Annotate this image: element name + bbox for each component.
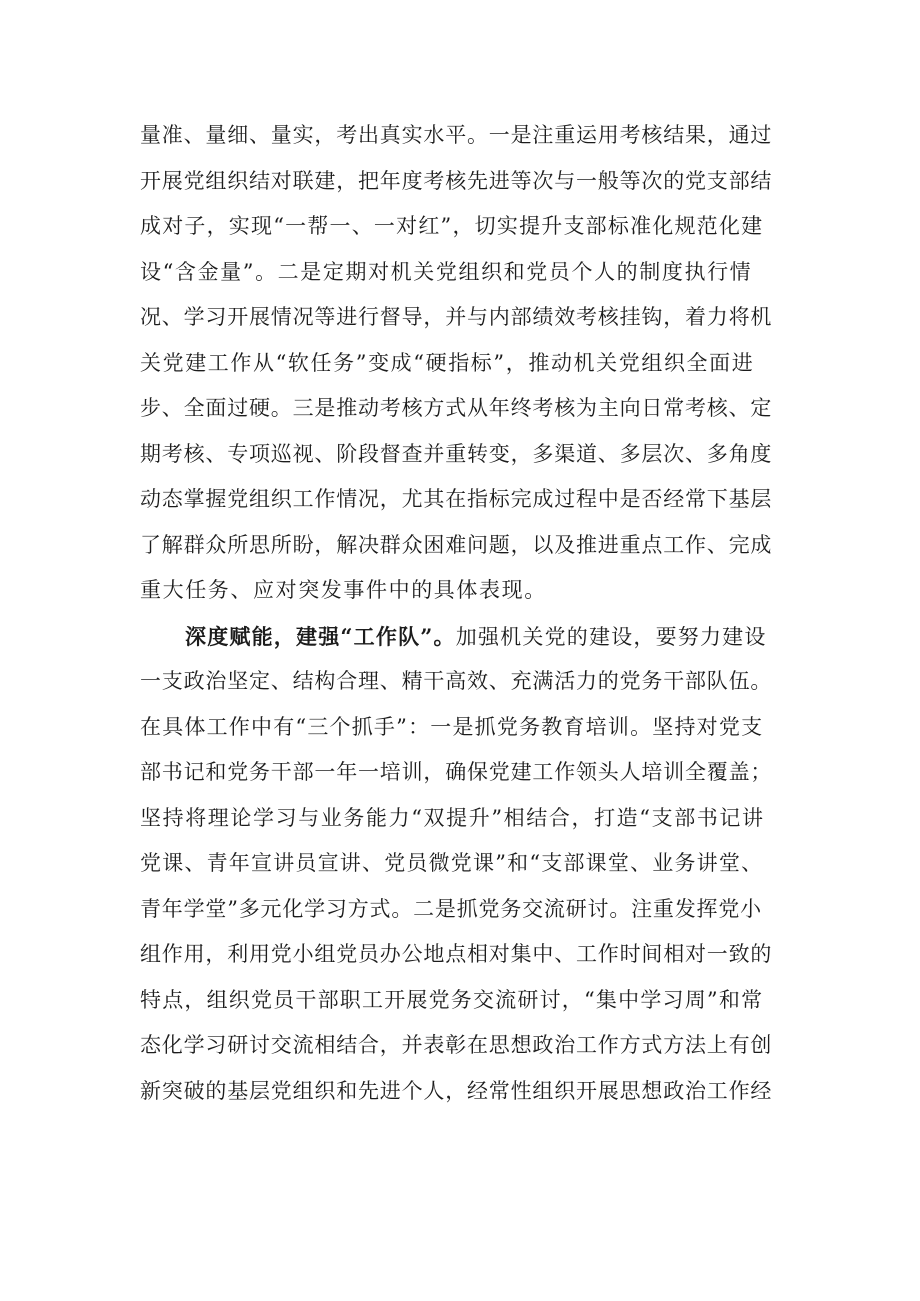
text-line: 设“含金量”。二是定期对机关党组织和党员个人的制度执行情 [140,259,753,284]
section-heading: 深度赋能，建强“工作队”。 [185,623,456,649]
section-first-line-text: 加强机关党的建设，要努力建设 [455,624,767,649]
text-line: 况、学习开展情况等进行督导，并与内部绩效考核挂钩，着力将机 [140,305,773,329]
text-line: 重大任务、应对突发事件中的具体表现。 [140,578,547,602]
text-line: 步、全面过硬。三是推动考核方式从年终考核为主向日常考核、定 [140,396,773,420]
text-line: 开展党组织结对联建，把年度考核先进等次与一般等次的党支部结 [140,168,773,193]
text-line: 关党建工作从“软任务”变成“硬指标”，推动机关党组织全面进 [140,350,755,375]
text-line: 成对子，实现“一帮一、一对红”，切实提升支部标准化规范化建 [140,214,764,238]
text-line: 新突破的基层党组织和先进个人，经常性组织开展思想政治工作经 [140,1078,773,1103]
section-first-line [140,614,772,660]
text-line: 在具体工作中有“三个抓手”：一是抓党务教育培训。坚持对党支 [140,714,764,739]
text-line: 部书记和党务干部一年一培训，确保党建工作领头人培训全覆盖； [140,760,773,784]
text-line: 一支政治坚定、结构合理、精干高效、充满活力的党务干部队伍。 [140,669,773,693]
text-line: 量准、量细、量实，考出真实水平。一是注重运用考核结果，通过 [140,123,773,147]
text-line: 坚持将理论学习与业务能力“双提升”相结合，打造“支部书记讲 [140,805,765,830]
document-body [140,113,772,1114]
text-line: 动态掌握党组织工作情况，尤其在指标完成过程中是否经常下基层 [140,487,773,511]
text-line: 了解群众所思所盼，解决群众困难问题，以及推进重点工作、完成 [140,532,773,557]
text-line: 党课、青年宣讲员宣讲、党员微党课”和“支部课堂、业务讲堂、 [140,851,764,875]
text-line: 特点，组织党员干部职工开展党务交流研讨，“集中学习周”和常 [140,987,764,1012]
text-line: 青年学堂”多元化学习方式。二是抓党务交流研讨。注重发挥党小 [140,896,762,921]
text-line: 组作用，利用党小组党员办公地点相对集中、工作时间相对一致的 [140,942,773,966]
text-line: 期考核、专项巡视、阶段督查并重转变，多渠道、多层次、多角度 [140,441,773,466]
text-line: 态化学习研讨交流相结合，并表彰在思想政治工作方式方法上有创 [140,1033,773,1057]
